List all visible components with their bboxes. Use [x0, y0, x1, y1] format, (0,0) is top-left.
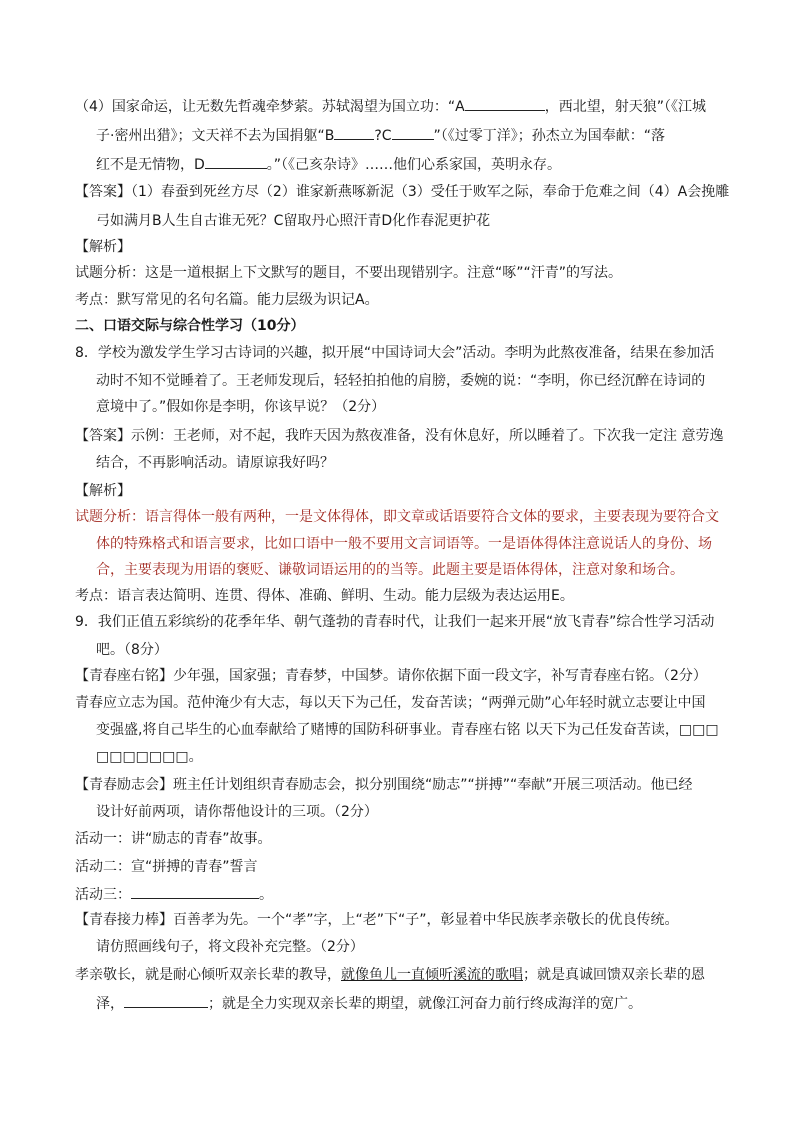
relay-text: ；就是真诚回馈双亲长辈的恩	[523, 967, 705, 983]
q4-text: 。”（《己亥杂诗》……他们心系家国，英明永存。	[266, 157, 562, 173]
q4-text: 红不是无情物，D	[96, 157, 205, 173]
exam-point: 考点：默写常见的名句名篇。能力层级为识记A。	[75, 292, 379, 308]
activity-two: 活动二：宣“拼搏的青春”誓言	[75, 859, 258, 875]
analysis-text: 试题分析：这是一道根据上下文默写的题目，不要出现错别字。注意“啄”“汗青”的写法。	[75, 265, 623, 281]
meeting-heading: 【青春励志会】班主任计划组织青春励志会，拟分别围绕“励志”“拼搏”“奉献”开展三项活动。他已经	[75, 777, 693, 793]
q4-line-2	[96, 125, 665, 145]
q9-line: 吧。（8分）	[96, 642, 168, 658]
relay-passage	[96, 993, 642, 1013]
answer-line: 结合，不再影响活动。请原谅我好吗？	[96, 455, 334, 471]
activity-three-label: 活动三：	[75, 887, 131, 903]
motto-heading: 【青春座右铭】少年强，国家强；青春梦，中国梦。请你依据下面一段文字，补写青春座右铭。（2分）	[75, 668, 707, 684]
q8-line: 动时不知不觉睡着了。王老师发现后，轻轻拍拍他的肩膀，委婉的说：“李明，你已经沉醉在诗词的	[96, 373, 706, 389]
q8-line: 8．学校为激发学生学习古诗词的兴趣，拟开展“中国诗词大会”活动。李明为此熬夜准备，结果在参加活	[75, 345, 715, 361]
relay-passage	[75, 966, 705, 984]
q4-line-1	[75, 96, 706, 116]
analysis-text: 体的特殊格式和语言要求，比如口语中一般不要用文言词语等。一是语体得体注意说话人的身份、场	[96, 536, 712, 552]
blank-c	[392, 125, 434, 140]
blank-b	[334, 125, 374, 140]
section-title: 二、口语交际与综合性学习（10分）	[75, 318, 305, 334]
q4-text: （4）国家命运，让无数先哲魂牵梦萦。苏轼渴望为国立功：“A	[75, 99, 465, 115]
analysis-tag: 【解析】	[75, 239, 131, 255]
motto-passage: 变强盛,将自己毕生的心血奉献给了赌博的国防科研事业。青春座右铭 以天下为己任发奋苦读，□□□	[96, 722, 719, 738]
underlined-sentence: 就像鱼儿一直倾听溪流的歌唱	[341, 967, 523, 983]
answer-line: 【答案】示例：王老师，对不起，我昨天因为熬夜准备，没有休息好，所以睡着了。下次我一定注 意劳逸	[75, 428, 724, 444]
activity-one: 活动一：讲“励志的青春”故事。	[75, 831, 272, 847]
q4-text: ”（《过零丁洋》；孙杰立为国奉献：“落	[433, 128, 666, 144]
relay-text: 泽，	[96, 996, 124, 1012]
analysis-text: 合，主要表现为用语的褒贬、谦敬词语运用的的当等。此题主要是语体得体，注意对象和场合。	[96, 562, 684, 578]
exam-point: 考点：语言表达简明、连贯、得体、准确、鲜明、生动。能力层级为表达运用E。	[75, 588, 574, 604]
relay-heading: 请仿照画线句子，将文段补充完整。（2分）	[96, 939, 364, 955]
blank-d	[205, 154, 267, 169]
motto-passage: □□□□□□□。	[96, 749, 203, 765]
q8-line: 意境中了。”假如你是李明，你该早说？（2分）	[96, 399, 386, 415]
q4-line-3	[96, 154, 561, 174]
relay-heading: 【青春接力棒】百善孝为先。一个“孝”字，上“老”下“子”，彰显着中华民族孝亲敬长的优良传统。	[75, 912, 679, 928]
relay-text: ；就是全力实现双亲长辈的期望，就像江河奋力前行终成海洋的宽广。	[208, 996, 642, 1012]
q4-text: ?C	[374, 128, 392, 144]
q4-text: 子·密州出猎》；文天祥不去为国捐躯“B	[96, 128, 335, 144]
activity-three-end: 。	[259, 887, 273, 903]
answer-line: 【答案】（1）春蚕到死丝方尽（2）谁家新燕啄新泥（3）受任于败军之际，奉命于危难之间（4）A会挽雕	[75, 184, 730, 200]
activity-three-blank	[131, 884, 259, 899]
answer-line: 弓如满月B人生自古谁无死？C留取丹心照汗青D化作春泥更护花	[96, 213, 491, 229]
meeting-heading: 设计好前两项，请你帮他设计的三项。（2分）	[96, 804, 378, 820]
activity-three	[75, 884, 273, 904]
motto-passage: 青春应立志为国。范仲淹少有大志，每以天下为己任，发奋苦读；“两弹元勋”心年轻时就立志要让中国	[75, 695, 706, 711]
q4-text: ，西北望，射天狼”（《江城	[544, 99, 707, 115]
relay-blank	[124, 993, 208, 1008]
q9-line: 9．我们正值五彩缤纷的花季年华、朝气蓬勃的青春时代，让我们一起来开展“放飞青春”综合性学习活动	[75, 614, 715, 630]
blank-a	[465, 96, 545, 111]
relay-text: 孝亲敬长，就是耐心倾听双亲长辈的教导，	[75, 967, 341, 983]
analysis-tag: 【解析】	[75, 483, 131, 499]
analysis-text: 试题分析：语言得体一般有两种，一是文体得体，即文章或话语要符合文体的要求，主要表现为要符合文	[75, 509, 719, 525]
